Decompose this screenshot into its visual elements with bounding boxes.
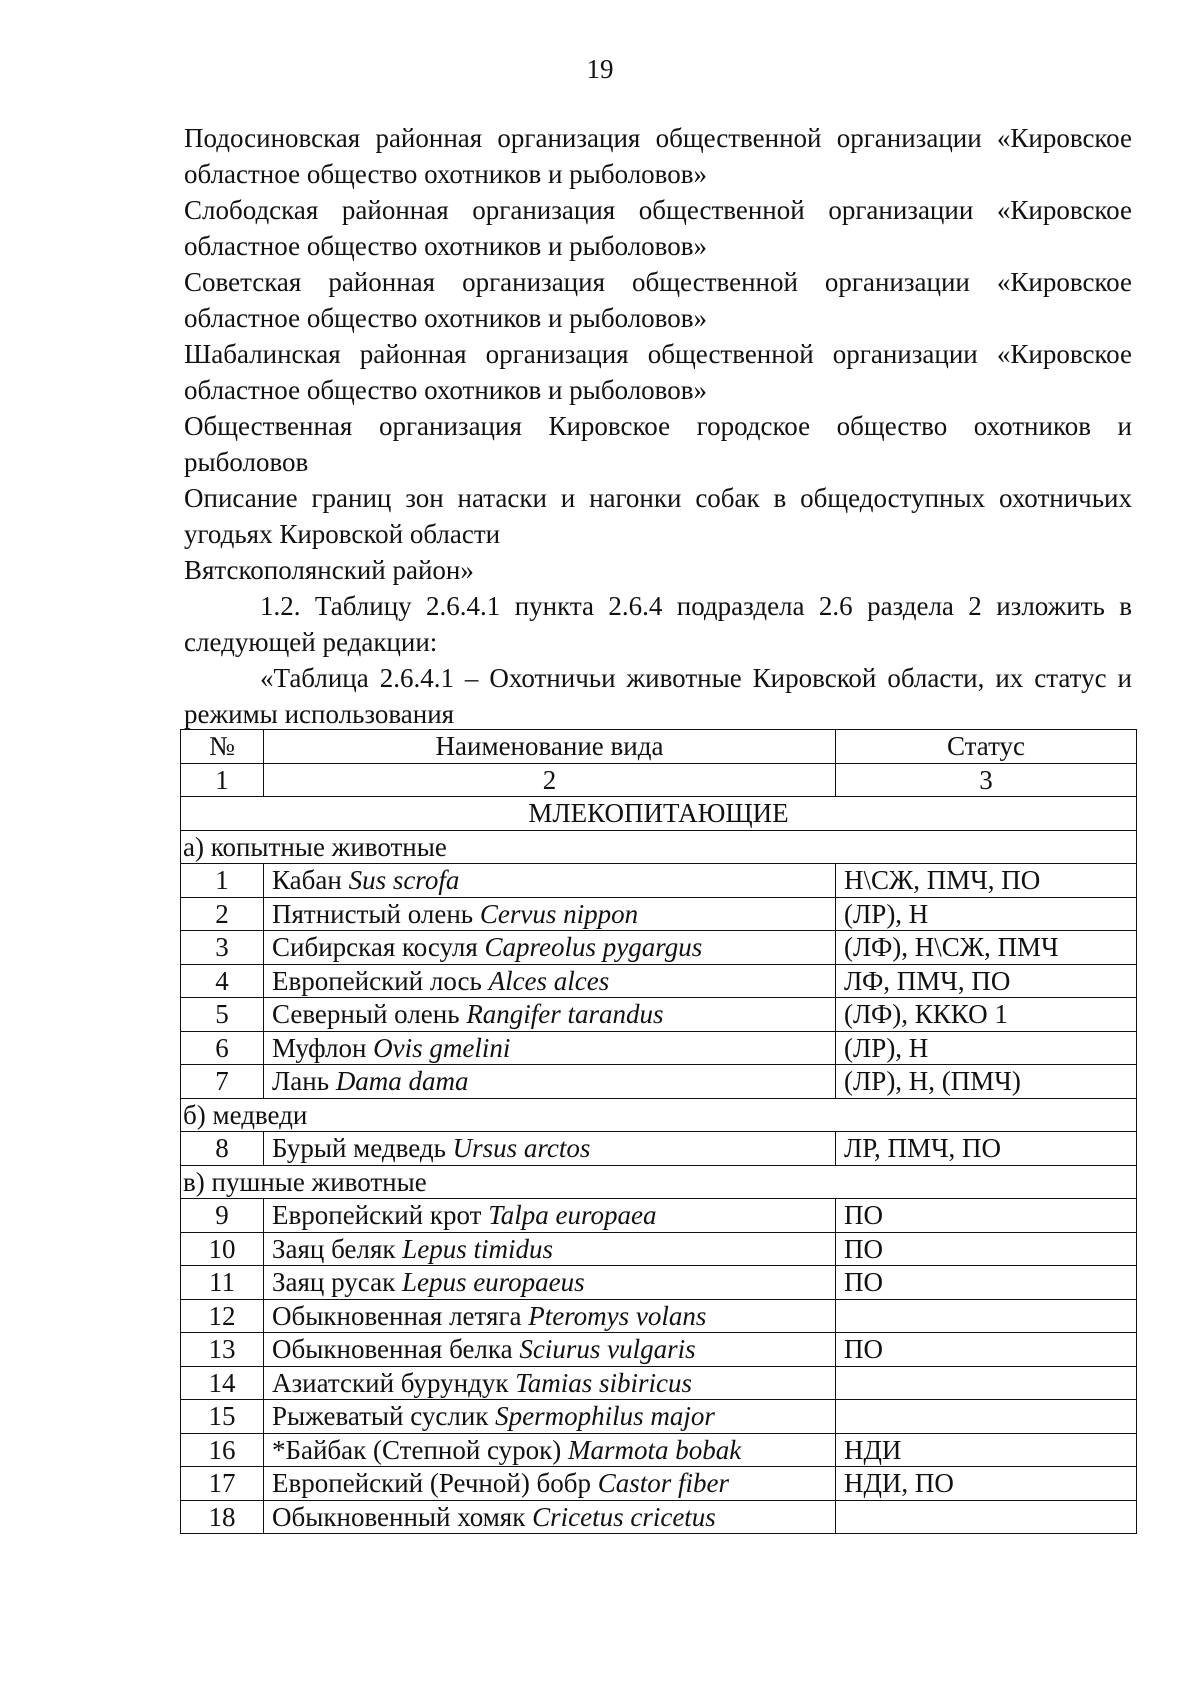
column-number-1: 1 bbox=[181, 763, 264, 797]
species-latin-name: Cricetus cricetus bbox=[532, 1501, 716, 1532]
species-latin-name: Pteromys volans bbox=[528, 1300, 707, 1331]
row-number: 11 bbox=[181, 1266, 264, 1300]
species-status bbox=[836, 1400, 1137, 1434]
species-latin-name: Cervus nippon bbox=[479, 898, 639, 929]
paragraph-kirov-city: Общественная организация Кировское городское общество охотников и рыболовов bbox=[184, 411, 1132, 477]
species-name bbox=[264, 1433, 836, 1467]
column-numbers-row bbox=[181, 763, 1137, 797]
table-row bbox=[181, 1065, 1137, 1099]
paragraph-vyatskopolyansky: Вятскополянский район» bbox=[184, 555, 474, 585]
column-number-2: 2 bbox=[264, 763, 836, 797]
row-number: 1 bbox=[181, 864, 264, 898]
group-title: в) пушные животные bbox=[181, 1165, 1137, 1199]
species-common-name: Бурый медведь bbox=[272, 1133, 446, 1164]
paragraph-slobodskaya: Слободская районная организация общественной организации «Кировское областное общество охотников и рыболовов» bbox=[184, 195, 1132, 261]
species-name bbox=[264, 1065, 836, 1099]
species-latin-name: Rangifer tarandus bbox=[466, 999, 664, 1030]
table-row bbox=[181, 1031, 1137, 1065]
species-common-name: Сибирская косуля bbox=[272, 932, 478, 963]
species-common-name: Заяц русак bbox=[272, 1267, 396, 1298]
species-status: ЛФ, ПМЧ, ПО bbox=[836, 964, 1137, 998]
header-status: Статус bbox=[836, 730, 1137, 764]
group-row bbox=[181, 830, 1137, 864]
table-row bbox=[181, 1333, 1137, 1367]
species-name bbox=[264, 1500, 836, 1534]
page-number: 19 bbox=[586, 54, 614, 84]
table-header-row bbox=[181, 730, 1137, 764]
species-common-name: Европейский крот bbox=[272, 1200, 482, 1231]
species-name bbox=[264, 1132, 836, 1166]
species-common-name: Лань bbox=[272, 1066, 330, 1097]
table-caption: «Таблица 2.6.4.1 – Охотничьи животные Кировской области, их статус и режимы использования bbox=[184, 663, 1132, 729]
species-name bbox=[264, 931, 836, 965]
species-status bbox=[836, 1500, 1137, 1534]
group-title: б) медведи bbox=[181, 1098, 1137, 1132]
row-number: 4 bbox=[181, 964, 264, 998]
species-common-name: Европейский лось bbox=[272, 965, 482, 996]
species-latin-name: Ovis gmelini bbox=[373, 1032, 511, 1063]
species-common-name: Северный олень bbox=[272, 999, 460, 1030]
species-name bbox=[264, 1299, 836, 1333]
body-text bbox=[184, 120, 1132, 732]
species-latin-name: Spermophilus major bbox=[495, 1401, 715, 1432]
table-row bbox=[181, 1400, 1137, 1434]
paragraph-shabalinskaya: Шабалинская районная организация общественной организации «Кировское областное общество охотников и рыболовов» bbox=[184, 339, 1132, 405]
table-row bbox=[181, 897, 1137, 931]
table-row bbox=[181, 1467, 1137, 1501]
species-latin-name: Dama dama bbox=[335, 1066, 469, 1097]
paragraph-podosinovskaya: Подосиновская районная организация общественной организации «Кировское областное общество охотников и рыболовов» bbox=[184, 123, 1132, 189]
group-row bbox=[181, 1098, 1137, 1132]
table-row bbox=[181, 1199, 1137, 1233]
species-latin-name: Talpa europaea bbox=[488, 1200, 657, 1231]
species-status: (ЛФ), Н\СЖ, ПМЧ bbox=[836, 931, 1137, 965]
species-name bbox=[264, 1400, 836, 1434]
row-number: 14 bbox=[181, 1366, 264, 1400]
species-status: (ЛФ), КККО 1 bbox=[836, 998, 1137, 1032]
row-number: 8 bbox=[181, 1132, 264, 1166]
paragraph-sovetskaya: Советская районная организация общественной организации «Кировское областное общество охотников и рыболовов» bbox=[184, 267, 1132, 333]
species-latin-name: Castor fiber bbox=[597, 1468, 730, 1499]
species-status: (ЛР), Н bbox=[836, 1031, 1137, 1065]
species-common-name: Пятнистый олень bbox=[272, 898, 474, 929]
paragraph-dog-training-zones: Описание границ зон натаски и нагонки собак в общедоступных охотничьих угодьях Кировской области bbox=[184, 483, 1132, 549]
table-row bbox=[181, 931, 1137, 965]
row-number: 7 bbox=[181, 1065, 264, 1099]
table-row bbox=[181, 864, 1137, 898]
species-latin-name: Capreolus pygargus bbox=[484, 932, 703, 963]
species-latin-name: Marmota bobak bbox=[568, 1434, 742, 1465]
table-row bbox=[181, 1433, 1137, 1467]
animals-table bbox=[180, 729, 1137, 1534]
row-number: 12 bbox=[181, 1299, 264, 1333]
species-name bbox=[264, 1232, 836, 1266]
row-number: 9 bbox=[181, 1199, 264, 1233]
species-common-name: Рыжеватый суслик bbox=[272, 1401, 489, 1432]
species-common-name: Муфлон bbox=[272, 1032, 367, 1063]
row-number: 2 bbox=[181, 897, 264, 931]
species-name bbox=[264, 998, 836, 1032]
species-common-name: Обыкновенная летяга bbox=[272, 1300, 522, 1331]
species-common-name: Азиатский бурундук bbox=[272, 1367, 509, 1398]
table-row bbox=[181, 964, 1137, 998]
species-status: (ЛР), Н bbox=[836, 897, 1137, 931]
species-name bbox=[264, 897, 836, 931]
species-status: ПО bbox=[836, 1333, 1137, 1367]
species-latin-name: Lepus timidus bbox=[402, 1233, 554, 1264]
species-name bbox=[264, 1467, 836, 1501]
row-number: 17 bbox=[181, 1467, 264, 1501]
row-number: 18 bbox=[181, 1500, 264, 1534]
species-name bbox=[264, 964, 836, 998]
row-number: 3 bbox=[181, 931, 264, 965]
species-name bbox=[264, 1199, 836, 1233]
row-number: 16 bbox=[181, 1433, 264, 1467]
section-title: МЛЕКОПИТАЮЩИЕ bbox=[181, 797, 1137, 831]
species-common-name: Кабан bbox=[272, 865, 342, 896]
row-number: 10 bbox=[181, 1232, 264, 1266]
species-name bbox=[264, 864, 836, 898]
table-row bbox=[181, 1299, 1137, 1333]
species-name bbox=[264, 1333, 836, 1367]
species-name bbox=[264, 1266, 836, 1300]
species-latin-name: Ursus arctos bbox=[452, 1133, 591, 1164]
table-row bbox=[181, 998, 1137, 1032]
header-number: № bbox=[181, 730, 264, 764]
species-status: ПО bbox=[836, 1199, 1137, 1233]
species-latin-name: Sciurus vulgaris bbox=[519, 1334, 696, 1365]
species-name bbox=[264, 1031, 836, 1065]
species-status: НДИ, ПО bbox=[836, 1467, 1137, 1501]
species-latin-name: Lepus europaeus bbox=[401, 1267, 585, 1298]
table-row bbox=[181, 1500, 1137, 1534]
species-common-name: Обыкновенная белка bbox=[272, 1334, 513, 1365]
species-latin-name: Alces alces bbox=[488, 965, 610, 996]
row-number: 6 bbox=[181, 1031, 264, 1065]
table-row bbox=[181, 1366, 1137, 1400]
species-common-name: Заяц беляк bbox=[272, 1233, 396, 1264]
species-status bbox=[836, 1299, 1137, 1333]
species-latin-name: Tamias sibiricus bbox=[515, 1367, 692, 1398]
species-name bbox=[264, 1366, 836, 1400]
section-row bbox=[181, 797, 1137, 831]
group-title: а) копытные животные bbox=[181, 830, 1137, 864]
species-common-name: *Байбак (Степной сурок) bbox=[272, 1434, 562, 1465]
table-row bbox=[181, 1232, 1137, 1266]
species-status: (ЛР), Н, (ПМЧ) bbox=[836, 1065, 1137, 1099]
table-row bbox=[181, 1132, 1137, 1166]
row-number: 13 bbox=[181, 1333, 264, 1367]
group-row bbox=[181, 1165, 1137, 1199]
row-number: 15 bbox=[181, 1400, 264, 1434]
paragraph-amendment: 1.2. Таблицу 2.6.4.1 пункта 2.6.4 подраздела 2.6 раздела 2 изложить в следующей редакции: bbox=[184, 591, 1132, 657]
table-body bbox=[181, 730, 1137, 1534]
species-status: Н\СЖ, ПМЧ, ПО bbox=[836, 864, 1137, 898]
row-number: 5 bbox=[181, 998, 264, 1032]
species-latin-name: Sus scrofa bbox=[348, 865, 460, 896]
column-number-3: 3 bbox=[836, 763, 1137, 797]
species-status: ЛР, ПМЧ, ПО bbox=[836, 1132, 1137, 1166]
header-species-name: Наименование вида bbox=[264, 730, 836, 764]
species-status: ПО bbox=[836, 1232, 1137, 1266]
species-status bbox=[836, 1366, 1137, 1400]
table-row bbox=[181, 1266, 1137, 1300]
species-status: ПО bbox=[836, 1266, 1137, 1300]
species-common-name: Обыкновенный хомяк bbox=[272, 1501, 526, 1532]
species-status: НДИ bbox=[836, 1433, 1137, 1467]
species-common-name: Европейский (Речной) бобр bbox=[272, 1468, 592, 1499]
